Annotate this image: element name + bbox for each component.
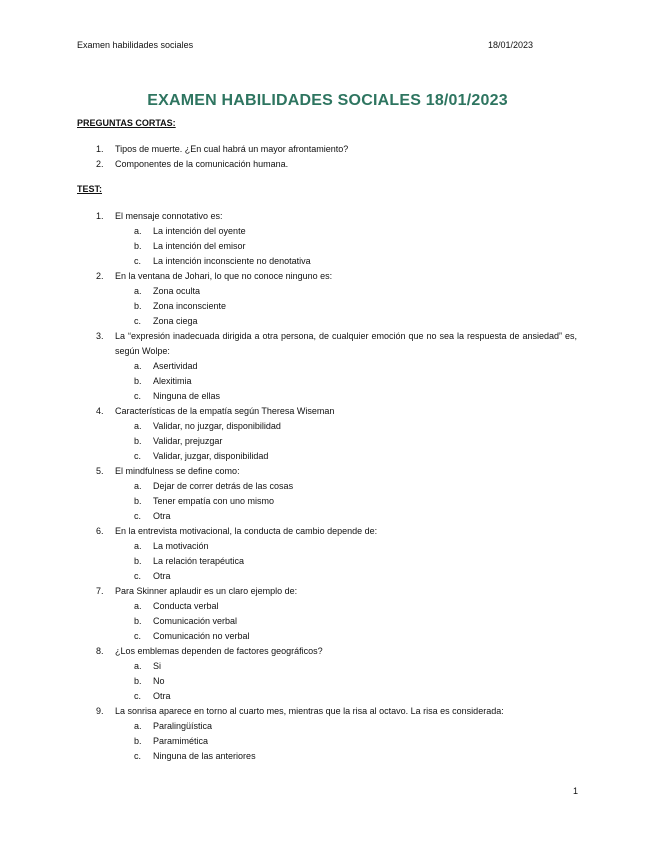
header-doc-title: Examen habilidades sociales (77, 40, 194, 50)
option-letter: a. (134, 421, 142, 431)
question-number: 6. (96, 526, 104, 536)
option-letter: c. (134, 391, 142, 401)
option-text: Zona inconsciente (153, 301, 227, 311)
option-text: Otra (153, 571, 171, 581)
option-text: Si (153, 661, 162, 671)
option-letter: c. (134, 256, 142, 266)
option-letter: b. (134, 301, 142, 311)
answer-option (77, 509, 577, 524)
option-text: La motivación (153, 541, 209, 551)
option-letter: b. (134, 736, 142, 746)
page-number: 1 (572, 786, 578, 796)
answer-option (77, 224, 577, 239)
question-number: 2. (96, 271, 104, 281)
short-question (77, 157, 577, 172)
option-letter: b. (134, 376, 142, 386)
question-text: En la ventana de Johari, lo que no conoce ninguno es: (115, 271, 333, 281)
option-letter: a. (134, 541, 142, 551)
option-text: Zona oculta (153, 286, 201, 296)
answer-option (77, 299, 577, 314)
option-letter: c. (134, 451, 142, 461)
option-text: Zona ciega (153, 316, 198, 326)
question-text: Componentes de la comunicación humana. (115, 159, 289, 169)
option-text: Validar, juzgar, disponibilidad (153, 451, 269, 461)
option-letter: a. (134, 721, 142, 731)
option-letter: a. (134, 226, 142, 236)
option-letter: a. (134, 601, 142, 611)
option-text: Dejar de correr detrás de las cosas (153, 481, 294, 491)
question-text: Para Skinner aplaudir es un claro ejemplo de: (115, 586, 298, 596)
question-text: El mindfulness se define como: (115, 466, 240, 476)
option-text: Ninguna de ellas (153, 391, 221, 401)
option-text: Validar, no juzgar, disponibilidad (153, 421, 281, 431)
option-letter: b. (134, 676, 142, 686)
question-number: 8. (96, 646, 104, 656)
answer-option (77, 314, 577, 329)
answer-option (77, 389, 577, 404)
question-text: Características de la empatía según Theresa Wiseman (115, 406, 335, 416)
test-question (77, 644, 577, 659)
question-number: 3. (96, 331, 104, 341)
answer-option (77, 614, 577, 629)
answer-option (77, 494, 577, 509)
option-letter: c. (134, 571, 142, 581)
option-text: No (153, 676, 165, 686)
short-questions-heading: PREGUNTAS CORTAS: (77, 118, 176, 128)
answer-option (77, 254, 577, 269)
option-letter: b. (134, 241, 142, 251)
header-date: 18/01/2023 (487, 40, 533, 50)
option-letter: a. (134, 661, 142, 671)
option-letter: b. (134, 556, 142, 566)
answer-option (77, 719, 577, 734)
option-letter: c. (134, 511, 142, 521)
short-question (77, 142, 577, 157)
test-question (77, 464, 577, 479)
option-text: Alexitimia (153, 376, 192, 386)
answer-option (77, 749, 577, 764)
question-text: El mensaje connotativo es: (115, 211, 223, 221)
option-text: Conducta verbal (153, 601, 219, 611)
option-text: Otra (153, 511, 171, 521)
page-title: EXAMEN HABILIDADES SOCIALES 18/01/2023 (147, 92, 508, 109)
test-heading: TEST: (77, 184, 103, 194)
answer-option (77, 449, 577, 464)
option-letter: b. (134, 436, 142, 446)
answer-option (77, 239, 577, 254)
test-question (77, 404, 577, 419)
question-text: ¿Los emblemas dependen de factores geográficos? (115, 646, 323, 656)
option-letter: a. (134, 286, 142, 296)
question-text: En la entrevista motivacional, la conducta de cambio depende de: (115, 526, 378, 536)
option-text: Ninguna de las anteriores (153, 751, 256, 761)
question-text: Tipos de muerte. ¿En cual habrá un mayor afrontamiento? (115, 144, 349, 154)
question-number: 5. (96, 466, 104, 476)
question-number: 1. (96, 144, 104, 154)
option-text: La intención del oyente (153, 226, 246, 236)
option-letter: c. (134, 631, 142, 641)
test-question (77, 329, 577, 359)
option-letter: a. (134, 361, 142, 371)
option-text: La intención del emisor (153, 241, 246, 251)
answer-option (77, 374, 577, 389)
test-question (77, 209, 577, 224)
answer-option (77, 569, 577, 584)
option-text: Tener empatía con uno mismo (153, 496, 275, 506)
answer-option (77, 674, 577, 689)
test-question-list (77, 209, 577, 764)
option-letter: b. (134, 496, 142, 506)
answer-option (77, 599, 577, 614)
answer-option (77, 629, 577, 644)
answer-option (77, 434, 577, 449)
option-letter: c. (134, 691, 142, 701)
test-question (77, 269, 577, 284)
option-text: Otra (153, 691, 171, 701)
answer-option (77, 479, 577, 494)
option-text: Paralingüística (153, 721, 213, 731)
answer-option (77, 554, 577, 569)
option-text: La relación terapéutica (153, 556, 245, 566)
answer-option (77, 659, 577, 674)
question-number: 2. (96, 159, 104, 169)
answer-option (77, 689, 577, 704)
option-text: Paramimética (153, 736, 209, 746)
question-number: 1. (96, 211, 104, 221)
test-question (77, 704, 577, 719)
question-number: 7. (96, 586, 104, 596)
answer-option (77, 359, 577, 374)
option-letter: c. (134, 751, 142, 761)
question-text: La “expresión inadecuada dirigida a otra persona, de cualquier emoción que no sea la respuesta de ansiedad” es, según Wolpe: (115, 331, 577, 356)
option-text: Comunicación no verbal (153, 631, 250, 641)
question-text: La sonrisa aparece en torno al cuarto mes, mientras que la risa al octavo. La risa es considerada: (115, 706, 504, 716)
option-text: Comunicación verbal (153, 616, 238, 626)
test-question (77, 524, 577, 539)
answer-option (77, 419, 577, 434)
option-text: Asertividad (153, 361, 198, 371)
short-questions-list (77, 142, 577, 172)
question-number: 9. (96, 706, 104, 716)
answer-option (77, 734, 577, 749)
option-letter: a. (134, 481, 142, 491)
option-text: La intención inconsciente no denotativa (153, 256, 311, 266)
answer-option (77, 284, 577, 299)
option-letter: b. (134, 616, 142, 626)
answer-option (77, 539, 577, 554)
option-letter: c. (134, 316, 142, 326)
question-number: 4. (96, 406, 104, 416)
option-text: Validar, prejuzgar (153, 436, 223, 446)
test-question (77, 584, 577, 599)
